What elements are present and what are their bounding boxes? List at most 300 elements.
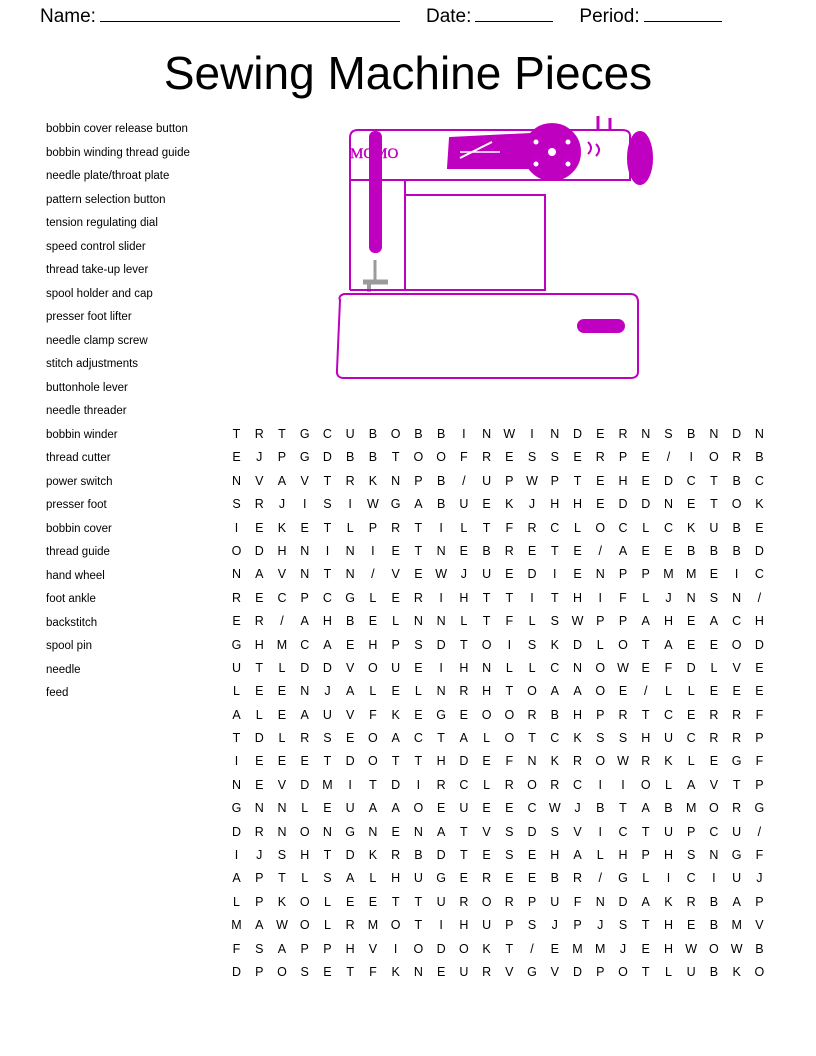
grid-cell: I <box>348 777 352 792</box>
grid-cell: M <box>595 941 606 956</box>
grid-cell: E <box>255 684 264 699</box>
grid-cell: O <box>618 637 628 652</box>
grid-cell: D <box>459 754 469 769</box>
grid-cell: E <box>687 497 696 512</box>
grid-cell: L <box>278 660 286 675</box>
grid-cell: I <box>348 497 352 512</box>
grid-cell: B <box>664 801 673 816</box>
grid-cell: L <box>369 684 377 699</box>
grid-cell: R <box>459 894 469 909</box>
grid-cell: O <box>709 941 719 956</box>
grid-cell: H <box>391 871 401 886</box>
grid-cell: C <box>663 520 673 535</box>
grid-cell: T <box>323 567 332 582</box>
grid-cell: P <box>641 567 650 582</box>
grid-cell: P <box>755 894 764 909</box>
grid-cell: B <box>732 543 741 558</box>
grid-cell: T <box>414 918 423 933</box>
grid-cell: C <box>459 777 469 792</box>
grid-cell: L <box>301 801 309 816</box>
grid-cell: R <box>618 427 628 441</box>
grid-cell: G <box>299 427 310 441</box>
grid-cell: S <box>277 848 287 863</box>
grid-cell: A <box>300 614 309 629</box>
grid-row <box>228 446 768 469</box>
grid-cell: E <box>459 707 469 722</box>
grid-cell: F <box>755 707 764 722</box>
grid-cell: S <box>664 427 673 441</box>
grid-cell: P <box>755 777 764 792</box>
grid-row <box>228 540 768 563</box>
grid-cell: E <box>709 637 719 652</box>
grid-cell: E <box>755 660 764 675</box>
grid-cell: A <box>414 497 423 512</box>
grid-cell: U <box>663 731 673 746</box>
grid-cell: P <box>505 918 514 933</box>
grid-cell: U <box>732 871 742 886</box>
grid-cell: P <box>414 473 423 488</box>
grid-cell: A <box>255 918 264 933</box>
grid-cell: N <box>573 660 583 675</box>
grid-cell: O <box>390 918 401 933</box>
page-title: Sewing Machine Pieces <box>163 47 653 99</box>
grid-cell: T <box>346 964 354 979</box>
grid-cell: E <box>527 543 537 558</box>
grid-cell: O <box>527 684 537 699</box>
grid-cell: L <box>596 637 604 652</box>
grid-cell: L <box>483 777 491 792</box>
grid-cell: T <box>391 894 400 909</box>
grid-cell: F <box>573 894 582 909</box>
grid-cell: A <box>641 801 650 816</box>
word-list-item: presser foot <box>46 499 107 511</box>
grid-cell: A <box>618 543 628 558</box>
grid-cell: F <box>755 754 764 769</box>
grid-cell: D <box>573 637 583 652</box>
grid-cell: N <box>595 894 605 909</box>
grid-cell: M <box>276 637 288 652</box>
grid-cell: T <box>278 427 286 441</box>
grid-cell: I <box>666 871 671 886</box>
grid-cell: C <box>550 660 560 675</box>
grid-cell: E <box>368 614 378 629</box>
grid-cell: S <box>505 848 514 863</box>
grid-cell: J <box>619 941 627 956</box>
grid-cell: C <box>573 777 583 792</box>
grid-cell: L <box>233 684 240 699</box>
grid-cell: S <box>687 848 696 863</box>
grid-cell: T <box>460 848 468 863</box>
grid-cell: E <box>641 941 650 956</box>
grid-cell: M <box>322 777 333 792</box>
grid-cell: G <box>231 637 242 652</box>
grid-cell: S <box>255 941 264 956</box>
grid-cell: O <box>368 754 378 769</box>
grid-cell: N <box>300 543 310 558</box>
grid-cell: V <box>255 473 264 488</box>
grid-cell: I <box>621 777 625 792</box>
grid-cell: O <box>231 543 242 558</box>
grid-cell: E <box>687 637 696 652</box>
grid-cell: D <box>322 660 332 675</box>
grid-cell: E <box>482 801 491 816</box>
grid-cell: R <box>391 848 401 863</box>
word-list-item: needle plate/throat plate <box>46 170 170 182</box>
grid-cell: T <box>278 871 286 886</box>
word-list-item: thread cutter <box>46 452 111 464</box>
grid-cell: E <box>641 473 650 488</box>
grid-cell: E <box>505 567 514 582</box>
grid-cell: H <box>618 473 628 488</box>
grid-cell: D <box>686 660 696 675</box>
grid-cell: L <box>664 684 672 699</box>
grid-cell: M <box>685 567 697 582</box>
grid-cell: L <box>642 590 650 605</box>
grid-cell: E <box>527 848 537 863</box>
grid-cell: P <box>368 520 378 535</box>
grid-cell: V <box>346 660 355 675</box>
grid-cell: R <box>573 871 583 886</box>
grid-cell: N <box>527 754 537 769</box>
grid-cell: L <box>710 660 718 675</box>
grid-cell: B <box>368 427 378 441</box>
word-list-item: buttonhole lever <box>46 381 128 394</box>
grid-cell: E <box>232 450 241 465</box>
grid-cell: T <box>323 473 332 488</box>
grid-cell: / <box>530 941 534 956</box>
grid-cell: L <box>255 707 263 722</box>
grid-cell: U <box>436 894 446 909</box>
grid-cell: N <box>300 684 310 699</box>
grid-cell: C <box>754 473 764 488</box>
grid-cell: N <box>322 824 332 839</box>
grid-cell: F <box>755 848 764 863</box>
grid-cell: A <box>641 614 650 629</box>
grid-cell: H <box>641 731 651 746</box>
grid-cell: I <box>712 871 716 886</box>
grid-cell: A <box>391 801 400 816</box>
grid-cell: H <box>459 590 469 605</box>
grid-cell: J <box>597 918 604 933</box>
grid-cell: P <box>596 964 605 979</box>
sewing-machine-illustration <box>330 110 690 400</box>
grid-row <box>228 423 768 446</box>
grid-cell: R <box>413 590 423 605</box>
grid-cell: I <box>553 567 557 582</box>
grid-cell: U <box>482 567 492 582</box>
grid-cell: K <box>368 848 378 863</box>
grid-cell: / <box>371 567 375 582</box>
grid-cell: L <box>505 660 513 675</box>
grid-cell: I <box>393 941 398 956</box>
grid-cell: T <box>732 777 741 792</box>
grid-cell: D <box>254 731 264 746</box>
word-list-item: spool holder and cap <box>46 287 153 300</box>
word-search-grid <box>228 423 768 984</box>
grid-cell: L <box>323 918 331 933</box>
word-list-item: thread take-up lever <box>46 264 149 276</box>
grid-cell: S <box>323 497 332 512</box>
grid-cell: E <box>596 427 605 441</box>
grid-cell: U <box>663 824 673 839</box>
grid-cell: P <box>618 614 628 629</box>
grid-cell: R <box>459 684 469 699</box>
grid-cell: L <box>233 894 240 909</box>
grid-cell: G <box>731 754 742 769</box>
grid-cell: E <box>641 450 650 465</box>
grid-cell: S <box>550 824 559 839</box>
grid-cell: T <box>232 427 241 441</box>
grid-cell: J <box>551 918 558 933</box>
grid-cell: V <box>573 824 582 839</box>
grid-cell: N <box>231 777 242 792</box>
grid-cell: B <box>709 918 719 933</box>
grid-cell: E <box>436 964 446 979</box>
grid-cell: / <box>598 543 602 558</box>
brand-label: MOMO <box>350 146 399 162</box>
grid-cell: S <box>550 450 559 465</box>
grid-cell: A <box>277 941 287 956</box>
grid-cell: J <box>256 450 263 465</box>
grid-cell: W <box>617 660 629 675</box>
grid-cell: T <box>414 894 423 909</box>
grid-cell: L <box>642 520 650 535</box>
grid-cell: B <box>436 473 446 488</box>
grid-cell: O <box>731 497 742 512</box>
grid-cell: E <box>277 707 287 722</box>
grid-cell: S <box>527 637 537 652</box>
grid-cell: W <box>276 918 288 933</box>
grid-cell: E <box>596 497 605 512</box>
grid-cell: T <box>460 637 468 652</box>
grid-cell: N <box>663 497 673 512</box>
grid-cell: E <box>391 684 400 699</box>
grid-cell: E <box>300 520 309 535</box>
grid-cell: S <box>232 497 241 512</box>
word-list-item: pattern selection button <box>46 193 166 206</box>
grid-cell: P <box>618 450 628 465</box>
grid-cell: R <box>595 450 605 465</box>
grid-cell: E <box>732 684 741 699</box>
grid-cell: R <box>345 473 355 488</box>
grid-cell: / <box>280 614 284 629</box>
grid-cell: W <box>571 614 584 629</box>
grid-row <box>228 750 768 773</box>
grid-cell: I <box>689 450 693 465</box>
grid-cell: R <box>709 731 719 746</box>
grid-cell: F <box>505 520 514 535</box>
grid-cell: C <box>550 520 560 535</box>
grid-cell: E <box>277 684 287 699</box>
grid-cell: D <box>300 660 310 675</box>
grid-cell: V <box>368 941 378 956</box>
grid-cell: E <box>323 801 332 816</box>
grid-cell: G <box>390 497 401 512</box>
grid-cell: U <box>482 918 492 933</box>
grid-cell: D <box>436 848 446 863</box>
grid-cell: U <box>391 660 401 675</box>
grid-cell: F <box>505 754 514 769</box>
grid-cell: S <box>618 918 628 933</box>
grid-cell: E <box>573 567 582 582</box>
grid-cell: R <box>254 497 264 512</box>
grid-cell: T <box>505 590 514 605</box>
grid-cell: O <box>299 894 310 909</box>
grid-cell: P <box>300 941 309 956</box>
word-list-item: power switch <box>46 475 113 488</box>
grid-cell: B <box>687 543 696 558</box>
grid-cell: B <box>732 473 741 488</box>
grid-cell: L <box>574 520 581 535</box>
grid-cell: D <box>641 497 651 512</box>
grid-cell: B <box>732 520 741 535</box>
grid-cell: B <box>436 497 446 512</box>
grid-cell: D <box>254 543 264 558</box>
grid-cell: S <box>550 614 559 629</box>
word-list-item: spool pin <box>46 640 93 652</box>
grid-cell: I <box>439 918 443 933</box>
grid-cell: O <box>481 894 492 909</box>
grid-cell: A <box>391 731 400 746</box>
grid-cell: O <box>481 637 492 652</box>
grid-cell: G <box>345 824 356 839</box>
name-label: Name: <box>40 6 96 27</box>
grid-cell: E <box>255 777 264 792</box>
grid-cell: N <box>754 427 764 441</box>
grid-cell: P <box>391 637 400 652</box>
grid-cell: N <box>413 824 423 839</box>
grid-cell: N <box>550 427 560 441</box>
grid-cell: K <box>550 754 559 769</box>
grid-cell: H <box>550 497 560 512</box>
grid-cell: K <box>482 941 491 956</box>
grid-cell: O <box>595 520 606 535</box>
grid-cell: F <box>619 590 627 605</box>
grid-cell: T <box>369 777 377 792</box>
period-blank[interactable] <box>644 8 722 22</box>
grid-cell: K <box>277 894 287 909</box>
grid-cell: B <box>550 871 559 886</box>
grid-cell: R <box>482 964 492 979</box>
grid-cell: E <box>232 614 241 629</box>
grid-cell: O <box>640 777 651 792</box>
grid-cell: V <box>391 567 400 582</box>
grid-cell: N <box>368 824 378 839</box>
grid-cell: L <box>596 848 604 863</box>
grid-cell: T <box>528 731 536 746</box>
grid-cell: S <box>709 590 719 605</box>
grid-row <box>228 938 768 961</box>
grid-cell: T <box>482 590 491 605</box>
grid-cell: C <box>686 871 696 886</box>
grid-cell: A <box>573 848 582 863</box>
grid-row <box>228 867 768 890</box>
grid-cell: D <box>345 754 355 769</box>
word-list-item: presser foot lifter <box>46 311 132 323</box>
grid-cell: O <box>595 684 606 699</box>
grid-cell: I <box>439 590 443 605</box>
grid-cell: D <box>300 777 310 792</box>
grid-cell: T <box>505 684 514 699</box>
grid-cell: M <box>731 918 742 933</box>
grid-cell: L <box>460 520 468 535</box>
grid-cell: A <box>573 684 582 699</box>
name-blank[interactable] <box>100 8 400 22</box>
grid-cell: N <box>413 614 423 629</box>
grid-cell: E <box>391 824 400 839</box>
grid-cell: R <box>732 707 742 722</box>
grid-cell: P <box>255 964 264 979</box>
grid-cell: N <box>391 473 401 488</box>
grid-cell: N <box>436 614 446 629</box>
grid-cell: K <box>368 473 378 488</box>
grid-cell: R <box>300 731 310 746</box>
grid-cell: T <box>641 707 650 722</box>
grid-cell: I <box>234 848 239 863</box>
grid-cell: C <box>322 590 332 605</box>
grid-row <box>228 470 768 493</box>
grid-cell: S <box>527 450 537 465</box>
grid-cell: I <box>530 590 534 605</box>
grid-cell: P <box>277 450 287 465</box>
grid-cell: E <box>641 660 650 675</box>
grid-cell: I <box>598 824 602 839</box>
grid-cell: S <box>300 964 309 979</box>
grid-cell: / <box>757 824 762 839</box>
grid-cell: P <box>505 473 514 488</box>
grid-cell: R <box>254 427 264 441</box>
grid-cell: M <box>367 918 379 933</box>
grid-cell: D <box>618 894 628 909</box>
grid-cell: E <box>482 848 491 863</box>
grid-cell: E <box>550 941 559 956</box>
grid-cell: B <box>596 801 605 816</box>
grid-cell: S <box>596 731 605 746</box>
grid-cell: D <box>754 637 764 652</box>
grid-cell: D <box>618 497 628 512</box>
grid-cell: K <box>391 707 400 722</box>
grid-cell: J <box>574 801 581 816</box>
grid-cell: E <box>505 450 514 465</box>
grid-cell: B <box>755 450 764 465</box>
grid-cell: E <box>346 637 355 652</box>
grid-cell: H <box>663 941 673 956</box>
grid-cell: A <box>436 824 446 839</box>
date-blank[interactable] <box>475 8 553 22</box>
grid-cell: T <box>232 731 241 746</box>
grid-cell: D <box>231 824 242 839</box>
grid-cell: B <box>709 543 719 558</box>
grid-cell: H <box>573 590 583 605</box>
grid-cell: O <box>709 801 719 816</box>
grid-cell: N <box>709 848 719 863</box>
grid-cell: D <box>527 567 537 582</box>
grid-cell: B <box>550 707 559 722</box>
grid-cell: A <box>550 684 559 699</box>
grid-cell: O <box>754 964 765 979</box>
grid-cell: E <box>391 590 400 605</box>
grid-cell: B <box>346 450 355 465</box>
grid-cell: R <box>436 777 446 792</box>
grid-cell: A <box>732 894 741 909</box>
grid-cell: C <box>709 824 719 839</box>
grid-cell: R <box>573 754 583 769</box>
grid-cell: L <box>528 660 536 675</box>
grid-cell: E <box>687 707 696 722</box>
grid-cell: M <box>572 941 583 956</box>
grid-cell: F <box>664 660 673 675</box>
grid-cell: T <box>573 473 582 488</box>
